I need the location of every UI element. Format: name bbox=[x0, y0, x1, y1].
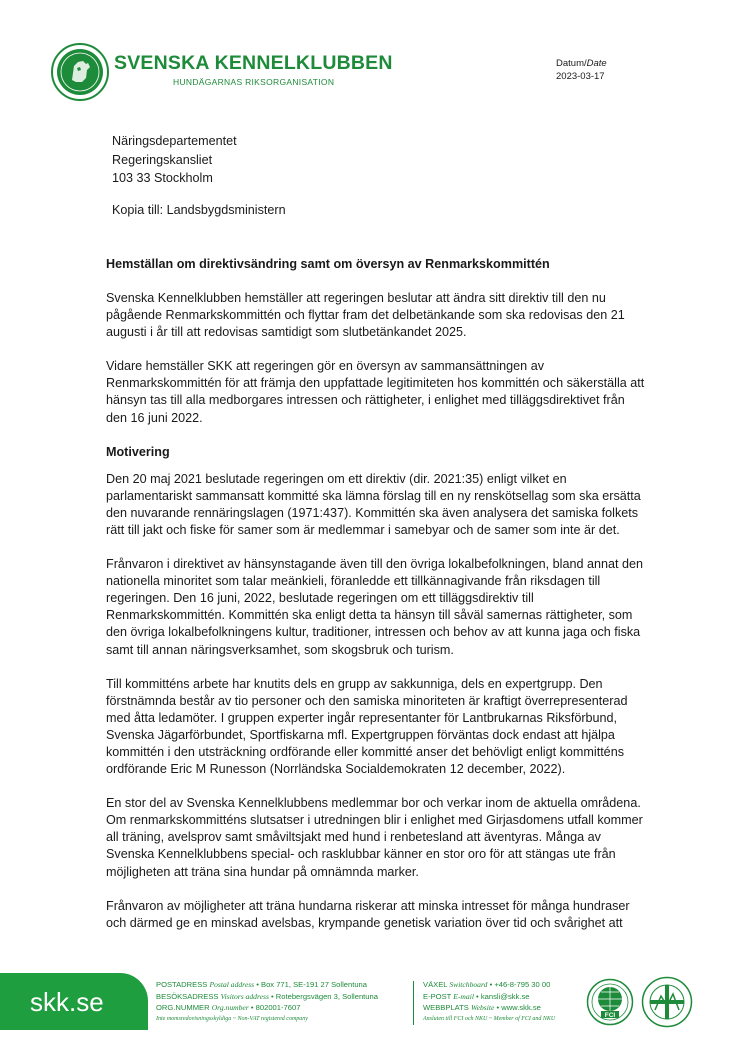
email: E-POST E-mail • kansli@skk.se bbox=[423, 991, 530, 1001]
postal-address: POSTADRESS Postal address • Box 771, SE-191 27 Sollentuna bbox=[156, 980, 367, 989]
org-name: SVENSKA KENNELKLUBBEN bbox=[114, 52, 393, 74]
motivation-paragraph: Till kommitténs arbete har knutits dels en grupp av sakkunniga, dels en expertgrupp. Den förstnämnda består av tio personer och den samiska minoriteten är kraftigt överrepresenterad med åtta ledamöter. I gruppen experter ingår representanter för Lantbrukarnas Riksförbund, Svenska Jägarförbundet, Sportfiskarna mfl. Expertgruppen förväntas dock endast att hjälpa kommittén i den utsträckning ordförande eller kommitté anser det behövligt enligt kommitténs ordförande Eric M Runesson (Norrländska Socialdemokraten 12 december, 2022). bbox=[106, 676, 628, 777]
skk-logo-icon bbox=[50, 42, 110, 102]
recipient-line: 103 33 Stockholm bbox=[112, 171, 213, 185]
vat-note: Inte momsredovisningsskyldiga ~ Non-VAT registered company bbox=[156, 1015, 308, 1022]
membership-note: Ansluten till FCI och NKU ~ Member of FCI and NKU bbox=[423, 1015, 556, 1022]
recipient-address bbox=[112, 132, 237, 188]
copy-recipient: Kopia till: Landsbygdsministern bbox=[112, 203, 286, 217]
org-subtitle: HUNDÄGARNAS RIKSORGANISATION bbox=[173, 77, 335, 87]
section-heading: Motivering bbox=[106, 444, 170, 459]
motivation-paragraph: Frånvaron av möjligheter att träna hundarna riskerar att minska intresset för många hundraser och därmed ge en minskad avelsbas, krympande genetisk variation över tid och svårighet att bbox=[106, 898, 630, 930]
letter-title: Hemställan om direktivsändring samt om översyn av Renmarkskommittén bbox=[106, 257, 550, 271]
switchboard: VÄXEL Switchboard • +46-8-795 30 00 bbox=[423, 980, 551, 989]
intro-paragraph: Vidare hemställer SKK att regeringen gör en översyn av sammansättningen av Renmarkskommittén för att främja den uppfattade legitimiteten hos kommittén och säkerställa att hänsyn tas till alla medborgares intressen och rättigheter, i enlighet med tilläggsdirektivet från den 16 juni 2022. bbox=[106, 359, 645, 425]
nku-logo-icon bbox=[641, 976, 693, 1028]
recipient-line: Näringsdepartementet bbox=[112, 134, 237, 148]
footer-address-column bbox=[156, 979, 378, 1025]
footer-site-panel bbox=[0, 973, 148, 1030]
email-link[interactable]: kansli@skk.se bbox=[480, 991, 530, 1001]
motivation-paragraph: En stor del av Svenska Kennelklubbens medlemmar bor och verkar inom de aktuella områdena. Om renmarkskommitténs slutsatser i utredningen blir i enlighet med Girjasdomens utfall kommer all träning, avelsprov samt småviltsjakt med hund i renbetesland att äventyras. Många av Svenska Kennelklubbens special- och rasklubbar känner en stor oro för att stängas ute från möjligheten att träna sina hundar på omnämnda marker. bbox=[106, 796, 643, 879]
date-value: 2023-03-17 bbox=[556, 71, 605, 82]
motivation-paragraph: Den 20 maj 2021 beslutade regeringen om ett direktiv (dir. 2021:35) enligt vilket en parlamentariskt sammansatt kommitté ska lämna förslag till en ny renskötsellag som ska ersätta den nuvarande rennäringslagen (1971:437). Kommittén ska även analysera det samiska folkets rätt till jakt och fiske för samer som är medlemmar i samebyar och de samer som inte är det. bbox=[106, 471, 641, 537]
org-number: ORG.NUMMER Org.number • 802001-7607 bbox=[156, 1003, 301, 1013]
motivation-paragraph: Frånvaron i direktivet av hänsynstagande även till den övriga lokalbefolkningen, bland annat den nationella minoritet som talar meänkieli, föranledde ett tillkännagivande från riksdagen till regeringen. Den 16 juni, 2022, beslutade regeringen om ett tilläggsdirektiv till Renmarkskommittén. Kommittén ska enligt detta ta hänsyn till såväl samernas rättigheter, som den övriga lokalbefolkningens kultur, traditioner, intressen och behov av att kunna jaga och fiska samt till annan näringsverksamhet, som skogsbruk och turism. bbox=[106, 557, 643, 657]
footer-contact-column bbox=[423, 979, 555, 1025]
footer-site-link[interactable]: skk.se bbox=[30, 987, 104, 1017]
letter-body bbox=[106, 256, 646, 949]
recipient-line: Regeringskansliet bbox=[112, 152, 213, 167]
website-link[interactable]: www.skk.se bbox=[501, 1003, 541, 1013]
footer bbox=[0, 973, 746, 1030]
fci-logo-text: FCI bbox=[604, 1012, 616, 1019]
website: WEBBPLATS Website • www.skk.se bbox=[423, 1003, 541, 1013]
fci-logo-icon bbox=[586, 978, 634, 1026]
visitors-address: BESÖKSADRESS Visitors address • Rotebergsvägen 3, Sollentuna bbox=[156, 991, 378, 1001]
date-block bbox=[556, 57, 607, 83]
footer-divider bbox=[413, 981, 414, 1025]
date-label: Datum/Date bbox=[556, 58, 607, 69]
intro-paragraph: Svenska Kennelklubben hemställer att regeringen beslutar att ändra sitt direktiv till den nu pågående Renmarkskommittén och flyttar fram det delbetänkande som ska redovisas den 21 augusti i år till att redovisas samtidigt som slutbetänkandet 2025. bbox=[106, 291, 625, 340]
